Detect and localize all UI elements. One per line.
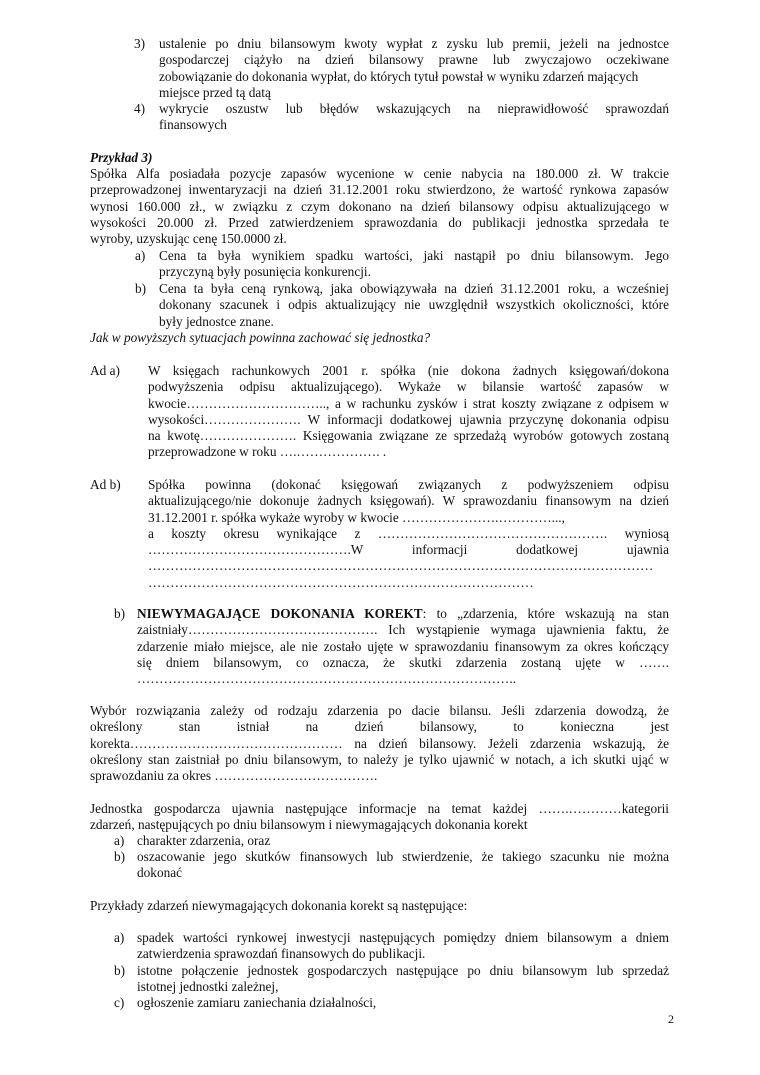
para-disclosure: Jednostka gospodarcza ujawnia następujące informacje na temat każdej …….…………kategorii zdarzeń, następujących po dniu bilansowym i niewymagających dokonania korekt — [90, 801, 669, 833]
examples-intro: Przykłady zdarzeń niewymagających dokonania korekt są następujące: — [90, 898, 468, 913]
ad-a-text: W księgach rachunkowych 2001 r. spółka (nie dokona żadnych księgowań/dokona podwyższenia odpisu aktualizującego). Wykaże w bilansie wartość zapasów w kwocie………………………….., a w rachunku zysków i strat koszty związane z odpisem w wysokości…………………. W informacji dodatkowej ujawnia przyczynę dokonania odpisu na kwotę…………………. Księgowania związane ze sprzedażą wyrobów gotowych zostaną przeprowadzone w roku ….………………. . — [148, 363, 669, 460]
ad-a-label: Ad a) — [90, 363, 120, 378]
ad-b-text: Spółka powinna (dokonać księgowań związanych z podwyższeniem odpisu aktualizującego/nie dokonuje żadnych księgowań). W sprawozdaniu finansowym na dzień 31.12.2001 r. spółka wykaże wyroby w kwocie ………………….…………..., a koszty okresu wynikające z ……………………………………………. wyniosą ……………………………………….W informacji dodatkowej ujawnia …………………………………………………………………………………………………… …………………………………………………………………………… — [148, 477, 669, 590]
para-choice: Wybór rozwiązania zależy od rodzaju zdarzenia po dacie bilansu. Jeśli zdarzenia dowodzą, że określony stan istniał na dzień bilansowy, to konieczna jest korekta………………………………………… na dzień bilansowy. Jeżeli zdarzenia wskazują, że określony stan zaistniał po dniu bilansowym, to należy je tylko ujawnić w notach, a ich skutki ująć w sprawozdaniu za okres ………………………………. — [90, 703, 669, 784]
document-page: 3) ustalenie po dniu bilansowym kwoty wypłat z zysku lub premii, jeżeli na jednostce gospodarczej ciążyło na dzień bilansowy prawne lub zwyczajowo oczekiwane zobowiązanie do dokonania wypłat, do których tytuł powstał w wyniku zdarzeń mających miejsce przed tą datą 4) wykrycie oszustw lub błędów wskazujących na nieprawidłowość sprawozdań finansowych Przykład 3) Spółka Alfa posiadała pozycje zapasów wycenione w cenie nabycia na 180.000 zł. W trakcie przeprowadzonej inwentaryzacji na dzień 31.12.2001 roku stwierdzono, że wartość rynkowa zapasów wynosi 160.000 zł., w związku z czym dokonano na dzień bilansowy odpisu aktualizującego w wysokości 20.000 zł. Przed zatwierdzeniem sprawozdania do publikacji jednostka sprzedała te wyroby, uzyskując cenę 150.0000 zł. a) Cena ta była wynikiem spadku wartości, jaki nastąpił po dniu bilansowym. Jego przyczyną były posunięcia konkurencji. b) Cena ta była ceną rynkową, jaka obowiązywała na dzień 31.12.2001 roku, a wcześniej dokonany szacunek i odpis aktualizujący nie uwzględnił wszystkich okoliczności, które były jednostce znane. Jak w powyższych sytuacjach powinna zachować się jednostka? Ad a) W księgach rachunkowych 2001 r. spółka (nie dokona żadnych księgowań/dokona podwyższenia odpisu aktualizującego). Wykaże w bilansie wartość zapasów w kwocie………………………….., a w rachunku zysków i strat koszty związane z odpisem w wysokości…………………. W informacji dodatkowej ujawnia przyczynę dokonania odpisu na kwotę…………………. Księgowania związane ze sprzedażą wyrobów gotowych zostaną przeprowadzone w roku ….………………. . Ad b) Spółka powinna (dokonać księgowań związanych z podwyższeniem odpisu aktualizującego/nie dokonuje żadnych księgowań). W sprawozdaniu finansowym na dzień 31.12.2001 r. spółka wykaże wyroby w kwocie ………………….…………..., a koszty okresu wynikające z ……………………………………………. wyniosą ……………………………………….W informacji dodatkowej ujawnia …………………………………………………………………………………………………… …………………………………………………………………………… b) NIEWYMAGAJĄCE DOKONANIA KOREKT: to „zdarzenia, które wskazują na stan zaistniały……………………………………. Ich wystąpienie wymaga ujawnienia faktu, że zdarzenie miało miejsce, ale nie zostało ujęte w sprawozdaniu finansowym za okres kończący się dniem bilansowym, co oznacza, że skutki zdarzenia zostaną ujęte w ……. ………………………………………………………………………….. Wybór rozwiązania zależy od rodzaju zdarzenia po dacie bilansu. Jeśli zdarzenia dowodzą, że określony stan istniał na dzień bilansowy, to konieczna jest korekta………………………………………… na dzień bilansowy. Jeżeli zdarzenia wskazują, że określony stan zaistniał po dniu bilansowym, to należy je tylko ujawnić w notach, a ich skutki ująć w sprawozdaniu za okres ………………………………. Jednostka gospodarcza ujawnia następujące informacje na temat każdej …….…………kategorii zdarzeń, następujących po dniu bilansowym i niewymagających dokonania korekt a) charakter zdarzenia, oraz b) oszacowanie jego skutków finansowych lub stwierdzenie, że takiego szacunku nie można dokonać Przykłady zdarzeń niewymagających dokonania korekt są następujące: a) spadek wartości rynkowej inwestycji następujących pomiędzy dniem bilansowym a dniem zatwierdzenia sprawozdań finansowych do publikacji. b) istotne połączenie jednostek gospodarczych następujące po dniu bilansowym lub sprzedaż istotnej jednostki zależnej, c) ogłoszenie zamiaru zaniechania działalności, 2 — [90, 36, 674, 1026]
example-intro: Spółka Alfa posiadała pozycje zapasów wycenione w cenie nabycia na 180.000 zł. W trakcie przeprowadzonej inwentaryzacji na dzień 31.12.2001 roku stwierdzono, że wartość rynkowa zapasów wynosi 160.000 zł., w związku z czym dokonano na dzień bilansowy odpisu aktualizującego w wysokości 20.000 zł. Przed zatwierdzeniem sprawozdania do publikacji jednostka sprzedała te wyroby, uzyskując cenę 150.0000 zł. — [90, 166, 669, 247]
section-b-first-line: NIEWYMAGAJĄCE DOKONANIA KOREKT: to „zdarzenia, które wskazują na stan — [137, 606, 669, 621]
page-number: 2 — [668, 1012, 674, 1026]
example-heading: Przykład 3) — [90, 150, 153, 165]
ad-b-label: Ad b) — [90, 477, 121, 492]
example-question: Jak w powyższych sytuacjach powinna zachować się jednostka? — [90, 330, 431, 345]
